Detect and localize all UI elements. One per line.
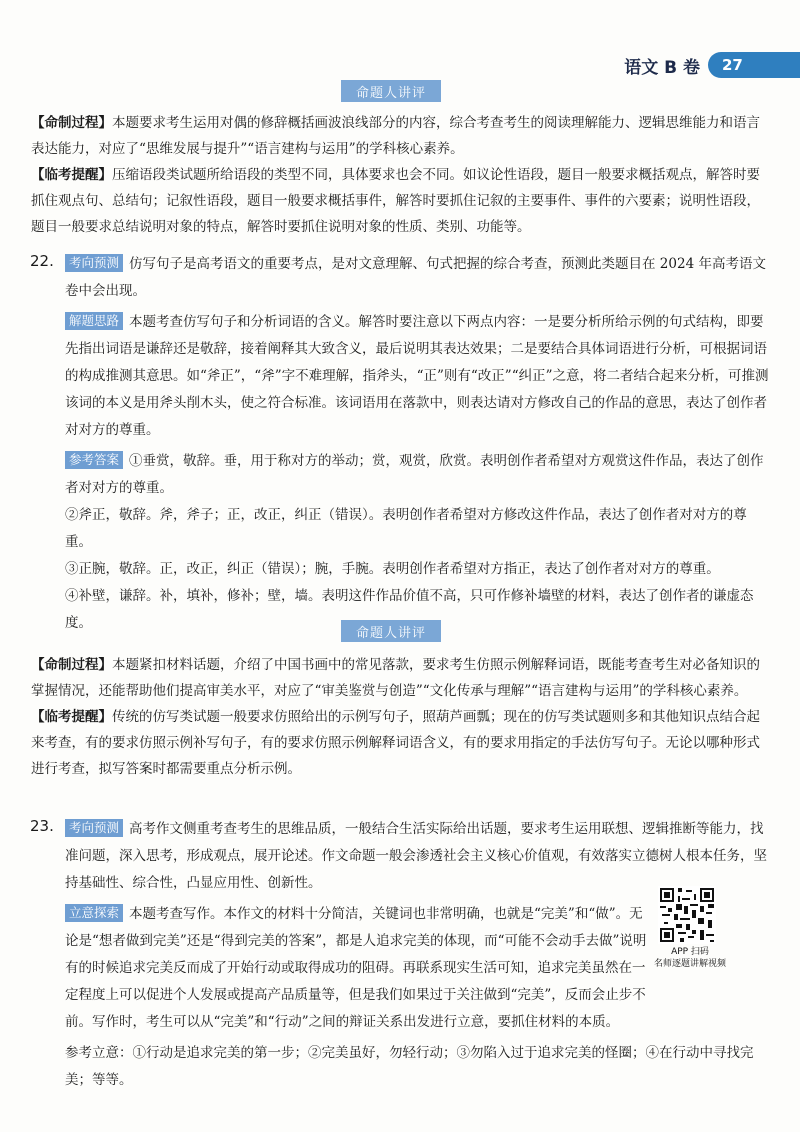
predict-tag-23: 考向预测 bbox=[65, 819, 123, 837]
idea-tag: 立意探索 bbox=[65, 904, 123, 922]
process-text-2: 本题紧扣材料话题，介绍了中国书画中的常见落款，要求考生仿照示例解释词语，既能考查考生对必备知识的掌握情况，还能帮助他们提高审美水平，对应了“审美鉴赏与创造”“文化传承与理解”“语言建构与运用”的学科核心素养。 bbox=[31, 657, 760, 699]
header-subject: 语文 B 卷 bbox=[624, 57, 700, 78]
approach-tag: 解题思路 bbox=[65, 312, 123, 330]
process-label: 【命制过程】 bbox=[31, 115, 112, 131]
tip-paragraph-2 bbox=[31, 704, 761, 782]
answer-3: ③正腕，敬辞。正，改正，纠正（错误）；腕，手腕。表明创作者希望对方指正，表达了创作者对对方的尊重。 bbox=[65, 561, 720, 577]
predict-tag: 考向预测 bbox=[65, 254, 123, 272]
qr-code[interactable] bbox=[658, 886, 716, 944]
page-number: 27 bbox=[708, 52, 800, 78]
question-22-body bbox=[65, 251, 770, 637]
qr-code-icon bbox=[658, 886, 716, 944]
page-header bbox=[624, 50, 800, 80]
qr-caption-video: 名师逐题讲解视频 bbox=[653, 959, 726, 969]
predict-text: 仿写句子是高考语文的重要考点，是对文意理解、句式把握的综合考查，预测此类题目在 2024 年高考语文卷中会出现。 bbox=[65, 256, 766, 299]
answer-paragraph bbox=[65, 448, 770, 502]
tip-label: 【临考提醒】 bbox=[31, 167, 112, 183]
idea-paragraph bbox=[65, 901, 650, 1036]
tip-label-2: 【临考提醒】 bbox=[31, 709, 112, 725]
question-22-number: 22. bbox=[30, 252, 54, 270]
predict-text-23: 高考作文侧重考查考生的思维品质，一般结合生活实际给出话题，要求考生运用联想、逻辑推断等能力，找准问题，深入思考，形成观点，展开论述。作文命题一般会渗透社会主义核心价值观，有效落实立德树人根本任务，坚持基础性、综合性，凸显应用性、创新性。 bbox=[65, 821, 767, 891]
qr-caption bbox=[650, 946, 730, 970]
predict-paragraph-23 bbox=[65, 816, 770, 897]
answer-tag: 参考答案 bbox=[65, 451, 123, 469]
answer-4: ④补壁，谦辞。补，填补，修补；壁，墙。表明这件作品价值不高，只可作修补墙壁的材料，表达了创作者的谦虚态度。 bbox=[65, 588, 754, 631]
approach-paragraph bbox=[65, 309, 770, 444]
predict-paragraph bbox=[65, 251, 770, 305]
process-label-2: 【命制过程】 bbox=[31, 657, 112, 673]
commentary-banner-2: 命题人讲评 bbox=[341, 620, 441, 642]
commentary-block-2 bbox=[31, 652, 761, 782]
qr-caption-app: APP 扫码 bbox=[671, 947, 709, 957]
process-paragraph-2 bbox=[31, 652, 761, 704]
answer-1: ①垂赏，敬辞。垂，用于称对方的举动；赏，观赏，欣赏。表明创作者希望对方观赏这件作品，表达了创作者对对方的尊重。 bbox=[65, 453, 764, 496]
question-23-number: 23. bbox=[30, 817, 54, 835]
process-text: 本题要求考生运用对偶的修辞概括画波浪线部分的内容，综合考查考生的阅读理解能力、逻辑思维能力和语言表达能力，对应了“思维发展与提升”“语言建构与运用”的学科核心素养。 bbox=[31, 115, 760, 157]
approach-text: 本题考查仿写句子和分析词语的含义。解答时要注意以下两点内容：一是要分析所给示例的句式结构，即要先指出词语是谦辞还是敬辞，接着阐释其大致含义，最后说明其表达效果；二是要结合具体词语进行分析，可根据词语的构成推测其意思。如“斧正”，“斧”字不难理解，指斧头，“正”则有“改正”“纠正”之意，将二者结合起来分析，可推测该词的本义是用斧头削木头，使之符合标准。该词语用在落款中，则表达请对方修改自己的作品的意思，表达了创作者对对方的尊重。 bbox=[65, 314, 769, 438]
tip-paragraph bbox=[31, 162, 761, 240]
answer-2: ②斧正，敬辞。斧，斧子；正，改正，纠正（错误）。表明创作者希望对方修改这件作品，表达了创作者对对方的尊重。 bbox=[65, 507, 747, 550]
tip-text: 压缩语段类试题所给语段的类型不同，具体要求也会不同。如议论性语段，题目一般要求概括观点，解答时要抓住观点句、总结句；记叙性语段，题目一般要求概括事件，解答时要抓住记叙的主要事件、事件的六要素；说明性语段，题目一般要求总结说明对象的特点，解答时要抓住说明对象的性质、类别、功能等。 bbox=[31, 167, 760, 235]
reference-paragraph: 参考立意：①行动是追求完美的第一步；②完美虽好，勿轻行动；③勿陷入过于追求完美的怪圈；④在行动中寻找完美；等等。 bbox=[65, 1045, 754, 1088]
commentary-banner: 命题人讲评 bbox=[341, 80, 441, 102]
commentary-block-1 bbox=[31, 110, 761, 240]
tip-text-2: 传统的仿写类试题一般要求仿照给出的示例写句子，照葫芦画瓢；现在的仿写类试题则多和其他知识点结合起来考查，有的要求仿照示例补写句子，有的要求仿照示例解释词语含义，有的要求用指定的手法仿写句子。无论以哪种形式进行考查，拟写答案时都需要重点分析示例。 bbox=[31, 709, 760, 777]
process-paragraph bbox=[31, 110, 761, 162]
idea-text: 本题考查写作。本作文的材料十分简洁，关键词也非常明确，也就是“完美”和“做”。无论是“想者做到完美”还是“得到完美的答案”，都是人追求完美的体现，而“可能不会动手去做”说明有的时候追求完美反而成了开始行动或取得成功的阻碍。再联系现实生活可知，追求完美虽然在一定程度上可以促进个人发展或提高产品质量等，但是我们如果过于关注做到“完美”，反而会止步不前。写作时，考生可以从“完美”和“行动”之间的辩证关系出发进行立意，要抓住材料的本质。 bbox=[65, 906, 647, 1030]
